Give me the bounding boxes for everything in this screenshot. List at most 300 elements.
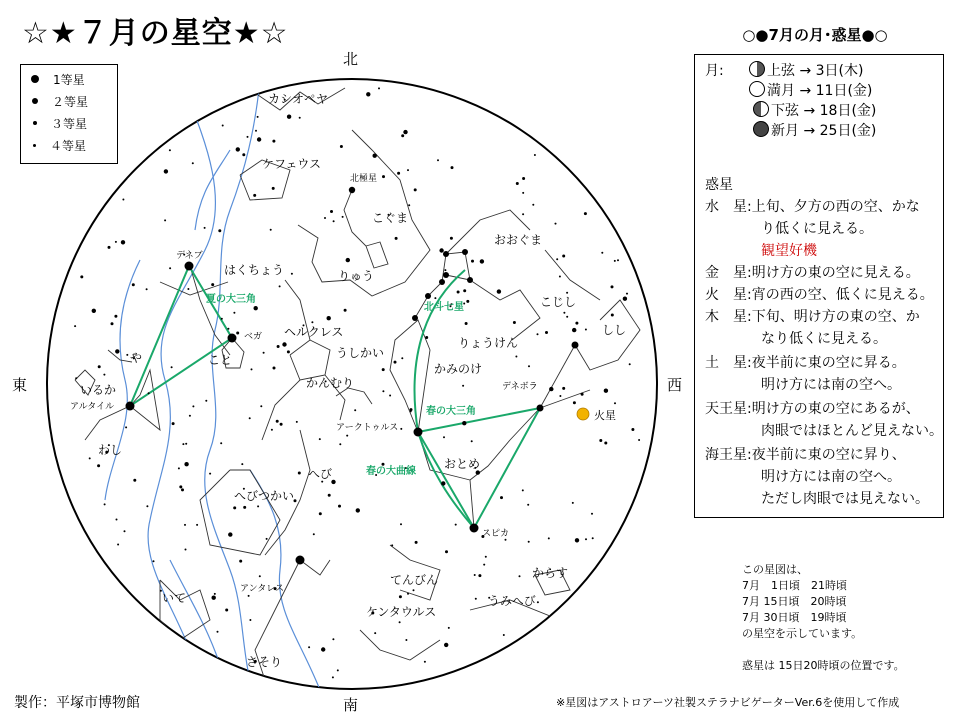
label-sagitta: や xyxy=(130,351,143,365)
faint-star xyxy=(585,329,587,331)
faint-star xyxy=(89,457,91,459)
faint-star xyxy=(169,267,171,269)
faint-star xyxy=(253,194,256,197)
moon-phase-text: 下弦 → 18日(金) xyxy=(771,103,877,119)
faint-star xyxy=(559,395,561,397)
faint-star xyxy=(171,366,173,368)
faint-star xyxy=(474,574,476,576)
faint-star xyxy=(483,564,485,566)
faint-star xyxy=(218,229,221,232)
faint-star xyxy=(391,544,393,546)
faint-star xyxy=(556,258,558,260)
faint-star xyxy=(243,506,246,509)
faint-star xyxy=(249,619,251,621)
faint-star xyxy=(236,332,239,335)
faint-star xyxy=(444,269,446,271)
label-sagittarius: いて xyxy=(162,591,187,605)
faint-star xyxy=(271,429,273,431)
faint-star xyxy=(356,508,360,512)
faint-star xyxy=(117,544,119,546)
faint-star xyxy=(298,472,301,475)
moon-row xyxy=(749,81,872,101)
planet-line: ただし肉眼では見えない。 xyxy=(761,491,929,507)
planet-highlight: 観望好機 xyxy=(761,243,817,259)
faint-star xyxy=(382,390,384,392)
faint-star xyxy=(522,192,524,194)
faint-star xyxy=(515,356,517,358)
faint-star xyxy=(189,415,191,417)
faint-star xyxy=(97,464,100,467)
planet-position-note: 惑星は 15日20時頃の位置です。 xyxy=(742,659,905,672)
planet-line: 明け方には南の空へ。 xyxy=(761,377,901,393)
faint-star xyxy=(485,556,487,558)
faint-star xyxy=(98,365,101,368)
faint-star xyxy=(466,300,469,303)
note-date: 7月 1日頃 xyxy=(742,579,800,592)
planets-header: 惑星 xyxy=(705,177,733,193)
label-summer-triangle: 夏の大三角 xyxy=(206,294,256,305)
faint-star xyxy=(575,538,579,542)
direction-south: 南 xyxy=(343,696,359,714)
label-ursa-minor: こぐま xyxy=(372,211,409,225)
faint-star xyxy=(604,442,607,445)
faint-star xyxy=(260,405,262,407)
faint-star xyxy=(399,621,401,623)
mars-marker xyxy=(577,408,589,420)
faint-star xyxy=(308,646,310,648)
planet-line: 金 星:明け方の東の空に見える。 xyxy=(705,265,920,281)
faint-star xyxy=(126,354,128,356)
legend-label: ４等星 xyxy=(50,138,87,153)
faint-star xyxy=(592,537,594,539)
label-cassiopeia: カシオペヤ xyxy=(268,92,329,106)
moon-phase-text: 上弦 → 3日(木) xyxy=(767,63,864,79)
faint-star xyxy=(441,481,445,485)
faint-star xyxy=(611,314,614,317)
faint-star xyxy=(279,285,281,287)
faint-star xyxy=(299,117,301,119)
faint-star xyxy=(266,538,268,540)
label-coma: かみのけ xyxy=(434,362,483,376)
faint-star xyxy=(272,140,275,143)
faint-star xyxy=(346,435,348,437)
label-ophiuchus: へびつかい xyxy=(234,489,295,503)
faint-star xyxy=(513,321,516,324)
faint-star xyxy=(259,575,261,577)
faint-star xyxy=(555,223,557,225)
faint-star xyxy=(338,505,341,508)
faint-star xyxy=(233,506,236,509)
faint-star xyxy=(405,639,407,641)
moon-phase-text: 満月 → 11日(金) xyxy=(767,83,873,99)
chart-time-row xyxy=(742,610,847,625)
planet-line: 水 星:上旬、夕方の西の空、かな xyxy=(705,199,920,215)
label-serpens: へび xyxy=(308,467,333,481)
faint-star xyxy=(478,574,481,577)
arcturus-star xyxy=(414,428,423,437)
faint-star xyxy=(617,259,619,261)
antares-star xyxy=(296,556,305,565)
label-vega: ベガ xyxy=(244,332,263,342)
faint-star xyxy=(153,560,155,562)
faint-star xyxy=(103,374,105,376)
faint-star xyxy=(192,405,194,407)
faint-star xyxy=(462,421,466,425)
label-delphinus: いるか xyxy=(80,383,117,397)
faint-star xyxy=(585,538,587,540)
faint-star xyxy=(75,377,77,379)
faint-star xyxy=(614,260,616,262)
faint-star xyxy=(272,187,275,190)
faint-star xyxy=(291,273,293,275)
label-spring-curve: 春の大曲線 xyxy=(366,466,416,477)
faint-star xyxy=(534,154,536,156)
label-leo-minor: こじし xyxy=(540,295,577,309)
note-date: 7月 15日頃 xyxy=(742,595,800,608)
faint-star xyxy=(333,220,335,222)
credit: 製作：平塚市博物館 xyxy=(14,695,140,711)
faint-star xyxy=(584,212,587,215)
planet-line: 海王星:夜半前に東の空に昇り、 xyxy=(705,447,906,463)
label-antares: アンタレス xyxy=(240,584,285,594)
faint-star xyxy=(346,258,350,262)
faint-star xyxy=(413,589,415,591)
faint-star xyxy=(516,182,519,185)
planet-line: 肉眼ではほとんど見えない。 xyxy=(761,423,943,439)
label-big-dipper: 北斗七星 xyxy=(424,302,464,313)
faint-star xyxy=(374,632,376,634)
faint-star xyxy=(121,240,125,244)
faint-star xyxy=(287,350,290,353)
vega-star xyxy=(228,334,237,343)
faint-star xyxy=(236,147,240,151)
label-ursa-major: おおぐま xyxy=(494,233,543,247)
faint-star xyxy=(400,428,402,430)
faint-star xyxy=(389,395,391,397)
panel-title: ○●7月の月･惑星●○ xyxy=(742,26,888,44)
note-date: 7月 30日頃 xyxy=(742,611,800,624)
faint-star xyxy=(604,389,608,393)
faint-star xyxy=(332,676,334,678)
faint-star xyxy=(239,560,242,563)
faint-star xyxy=(132,283,135,286)
page-title: ☆★７月の星空★☆ xyxy=(22,16,289,51)
faint-star xyxy=(626,293,628,295)
moon-row xyxy=(749,61,863,81)
faint-star xyxy=(443,436,445,438)
label-mars: 火星 xyxy=(594,409,616,422)
faint-star xyxy=(445,550,448,553)
faint-star xyxy=(228,532,232,536)
faint-star xyxy=(519,575,521,577)
label-bootes: うしかい xyxy=(336,346,385,360)
faint-star xyxy=(410,410,412,412)
faint-star xyxy=(407,593,409,595)
faint-star xyxy=(415,541,418,544)
faint-star xyxy=(455,524,457,526)
faint-star xyxy=(311,321,313,323)
faint-star xyxy=(287,115,291,119)
faint-star xyxy=(462,385,464,387)
faint-star xyxy=(257,505,259,507)
faint-star xyxy=(549,387,553,391)
software-credit: ※星図はアストロアーツ社製ステラナビゲーターVer.6を使用して作成 xyxy=(556,696,900,709)
faint-star xyxy=(74,325,76,327)
label-hydra: うみへび xyxy=(488,594,536,608)
label-spica: スピカ xyxy=(482,529,510,539)
faint-star xyxy=(591,513,593,515)
faint-star xyxy=(276,420,279,423)
faint-star xyxy=(344,309,347,312)
faint-star xyxy=(192,162,194,164)
faint-star xyxy=(263,352,265,354)
moon-row xyxy=(753,121,876,141)
faint-star xyxy=(614,402,616,404)
faint-star xyxy=(581,393,584,396)
faint-star xyxy=(115,241,117,243)
faint-star xyxy=(255,130,257,132)
label-cygnus: はくちょう xyxy=(224,263,285,277)
faint-star xyxy=(172,422,175,425)
legend-label: ３等星 xyxy=(51,116,88,131)
faint-star xyxy=(527,504,529,506)
faint-star xyxy=(148,392,150,394)
label-corona: かんむり xyxy=(306,376,355,390)
chart-time-row xyxy=(742,578,847,593)
label-scorpius: さそり xyxy=(246,655,283,669)
label-lyra: こと xyxy=(208,353,233,367)
faint-star xyxy=(638,439,640,441)
polaris-star xyxy=(349,187,355,193)
label-cepheus: ケフェウス xyxy=(262,157,322,171)
faint-star xyxy=(178,467,180,469)
faint-star xyxy=(340,145,343,148)
faint-star xyxy=(397,172,400,175)
label-deneb: デネブ xyxy=(176,251,203,261)
faint-star xyxy=(623,297,627,301)
faint-star xyxy=(328,494,331,497)
planet-line: 火 星:宵の西の空、低くに見える。 xyxy=(705,287,934,303)
faint-star xyxy=(339,443,341,445)
label-draco: りゅう xyxy=(338,269,375,283)
regulus-star xyxy=(572,342,579,349)
faint-star xyxy=(631,428,634,431)
label-centaurus: ケンタウルス xyxy=(366,605,437,619)
planet-line: 土 星:夜半前に東の空に昇る。 xyxy=(705,355,906,371)
moon-phase-text: 新月 → 25日(金) xyxy=(771,123,877,139)
faint-star xyxy=(296,421,298,423)
label-altair: アルタイル xyxy=(70,402,115,412)
faint-star xyxy=(319,512,322,515)
dipper-star xyxy=(443,251,449,257)
faint-star xyxy=(225,609,228,612)
faint-star xyxy=(249,417,251,419)
faint-star xyxy=(164,219,166,221)
moon-row xyxy=(753,101,876,121)
faint-star xyxy=(233,312,235,314)
label-denebola: デネボラ xyxy=(502,382,538,392)
legend-label: 1等星 xyxy=(53,72,85,87)
faint-star xyxy=(342,216,344,218)
faint-star xyxy=(601,252,603,254)
planet-line: り低くに見える。 xyxy=(761,221,873,237)
faint-star xyxy=(399,595,402,598)
faint-star xyxy=(280,423,283,426)
faint-star xyxy=(378,87,380,89)
faint-star xyxy=(220,442,222,444)
faint-star xyxy=(182,443,184,445)
faint-star xyxy=(332,638,334,640)
faint-star xyxy=(537,601,539,603)
dipper-star xyxy=(443,272,449,278)
dipper-star xyxy=(425,293,431,299)
faint-star xyxy=(277,345,280,348)
faint-star xyxy=(270,229,272,231)
faint-star xyxy=(204,227,206,229)
faint-star xyxy=(354,409,356,411)
altair-star xyxy=(126,402,135,411)
faint-star xyxy=(179,485,182,488)
dipper-star xyxy=(462,249,468,255)
faint-star xyxy=(108,246,111,249)
faint-star xyxy=(400,523,402,525)
deneb-star xyxy=(185,262,194,271)
note-time: 20時頃 xyxy=(810,595,847,608)
faint-star xyxy=(114,315,117,318)
faint-star xyxy=(611,285,614,288)
faint-star xyxy=(476,470,480,474)
faint-star xyxy=(242,153,245,156)
faint-star xyxy=(251,368,253,370)
moon-header: 月: xyxy=(705,63,724,79)
faint-star xyxy=(528,541,530,543)
faint-star xyxy=(457,291,460,294)
faint-star xyxy=(330,210,333,213)
label-aquila: わし xyxy=(98,443,123,457)
dipper-star xyxy=(412,315,418,321)
moon-planet-panel xyxy=(694,54,944,518)
direction-west: 西 xyxy=(667,376,683,394)
faint-star xyxy=(629,363,631,365)
faint-star xyxy=(125,426,127,428)
faint-star xyxy=(503,634,505,636)
faint-star xyxy=(313,533,315,535)
faint-star xyxy=(221,318,223,320)
faint-star xyxy=(205,400,207,402)
note-time: 21時頃 xyxy=(811,579,847,592)
planet-line: 木 星:下旬、明け方の東の空、か xyxy=(705,309,920,325)
new-moon-icon xyxy=(753,121,769,137)
faint-star xyxy=(212,596,216,600)
faint-star xyxy=(104,503,106,505)
faint-star xyxy=(184,524,186,526)
faint-star xyxy=(146,505,148,507)
faint-star xyxy=(254,306,258,310)
faint-star xyxy=(209,473,211,475)
faint-star xyxy=(528,365,530,367)
faint-star xyxy=(401,357,403,359)
faint-star xyxy=(532,204,534,206)
faint-star xyxy=(450,237,453,240)
faint-star xyxy=(257,137,261,141)
faint-star xyxy=(480,259,484,263)
faint-star xyxy=(217,631,219,633)
note-time: 19時頃 xyxy=(810,611,847,624)
label-virgo: おとめ xyxy=(444,457,481,471)
faint-star xyxy=(241,463,243,465)
faint-star xyxy=(116,519,118,521)
faint-star xyxy=(522,489,524,491)
faint-star xyxy=(273,367,276,370)
faint-star xyxy=(337,669,339,671)
faint-star xyxy=(537,333,539,335)
faint-star xyxy=(185,443,187,445)
dipper-star xyxy=(467,277,473,283)
faint-star xyxy=(184,462,188,466)
faint-star xyxy=(366,92,370,96)
denebola-star xyxy=(537,405,544,412)
faint-star xyxy=(465,322,468,325)
faint-star xyxy=(566,316,568,318)
faint-star xyxy=(394,361,397,364)
faint-star xyxy=(181,488,184,491)
faint-star xyxy=(401,134,404,137)
faint-star xyxy=(211,283,214,286)
full-moon-icon xyxy=(749,81,765,97)
faint-star xyxy=(80,275,83,278)
faint-star xyxy=(187,288,189,290)
first-quarter-moon-icon xyxy=(749,61,765,77)
faint-star xyxy=(562,255,565,258)
faint-star xyxy=(403,130,407,134)
faint-star xyxy=(572,502,574,504)
faint-star xyxy=(408,204,410,206)
faint-star xyxy=(185,549,187,551)
faint-star xyxy=(573,401,576,404)
faint-star xyxy=(196,524,198,526)
faint-star xyxy=(227,328,229,330)
planet-line: 天王星:明け方の東の空にあるが、 xyxy=(705,401,920,417)
chart-time-row xyxy=(742,594,847,609)
faint-star xyxy=(407,169,409,171)
label-arcturus: アークトゥルス xyxy=(336,423,399,433)
faint-star xyxy=(414,188,417,191)
faint-star xyxy=(115,349,119,353)
label-corvus: からす xyxy=(532,566,569,580)
chart-note-intro: この星図は、 xyxy=(742,563,808,576)
faint-star xyxy=(471,260,474,263)
faint-star xyxy=(545,331,548,334)
faint-star xyxy=(475,598,477,600)
faint-star xyxy=(471,440,473,442)
legend-label: ２等星 xyxy=(52,94,89,109)
planet-line: なり低くに見える。 xyxy=(761,331,887,347)
faint-star xyxy=(321,647,325,651)
faint-star xyxy=(282,342,286,346)
faint-star xyxy=(248,595,250,597)
faint-star xyxy=(373,154,377,158)
faint-star xyxy=(444,643,448,647)
chart-note-outro: の星空を示しています。 xyxy=(742,627,863,640)
last-quarter-moon-icon xyxy=(753,101,769,117)
faint-star xyxy=(575,322,578,325)
faint-star xyxy=(164,169,168,173)
faint-star xyxy=(92,309,96,313)
faint-star xyxy=(146,288,148,290)
faint-star xyxy=(505,539,507,541)
direction-east: 東 xyxy=(12,376,28,394)
faint-star xyxy=(324,217,326,219)
